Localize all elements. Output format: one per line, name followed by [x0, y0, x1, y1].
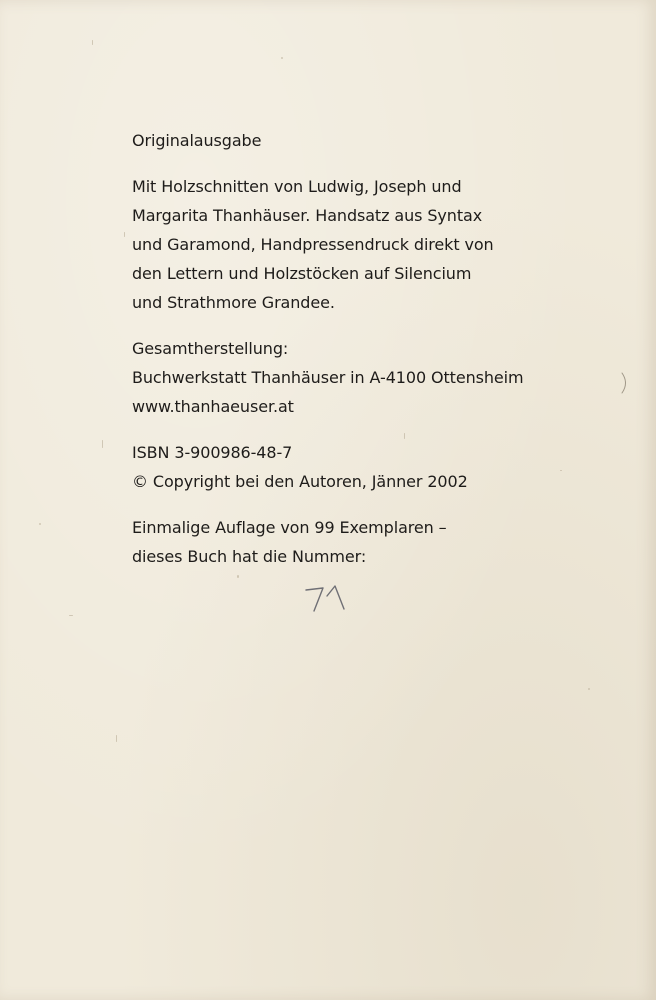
- edition-info: [132, 513, 552, 571]
- description-line: Mit Holzschnitten von Ludwig, Joseph und: [132, 177, 462, 196]
- publisher-address: Buchwerkstatt Thanhäuser in A-4100 Ottensheim: [132, 368, 524, 387]
- description-line: den Lettern und Holzstöcken auf Silencium: [132, 264, 472, 283]
- paper-fleck: [102, 440, 103, 448]
- description-line: Margarita Thanhäuser. Handsatz aus Syntax: [132, 206, 483, 225]
- production-description: [132, 172, 552, 317]
- production-label: Gesamtherstellung:: [132, 339, 289, 358]
- edition-line: dieses Buch hat die Nummer:: [132, 547, 367, 566]
- description-line: und Garamond, Handpressendruck direkt von: [132, 235, 494, 254]
- paper-fleck: [69, 615, 73, 616]
- imprint-text: [132, 126, 552, 588]
- edition-line: Einmalige Auflage von 99 Exemplaren –: [132, 518, 447, 537]
- margin-pencil-mark: [619, 370, 631, 396]
- production-credits: [132, 334, 552, 421]
- copyright-notice: © Copyright bei den Autoren, Jänner 2002: [132, 472, 468, 491]
- paper-fleck: [588, 688, 590, 690]
- isbn: ISBN 3-900986-48-7: [132, 443, 293, 462]
- publisher-website: www.thanhaeuser.at: [132, 397, 294, 416]
- legal-info: [132, 438, 552, 496]
- paper-fleck: [39, 523, 41, 525]
- edition-title: Originalausgabe: [132, 131, 262, 150]
- paper-fleck: [281, 57, 283, 59]
- paper-fleck: [124, 232, 125, 237]
- handwritten-copy-number: [302, 582, 352, 616]
- edition-type: [132, 126, 552, 155]
- paper-fleck: [560, 470, 562, 471]
- paper-fleck: [116, 735, 117, 742]
- description-line: und Strathmore Grandee.: [132, 293, 335, 312]
- paper-fleck: [92, 40, 93, 45]
- handwritten-seven-stroke: [306, 588, 323, 611]
- handwritten-one-stroke: [327, 586, 344, 609]
